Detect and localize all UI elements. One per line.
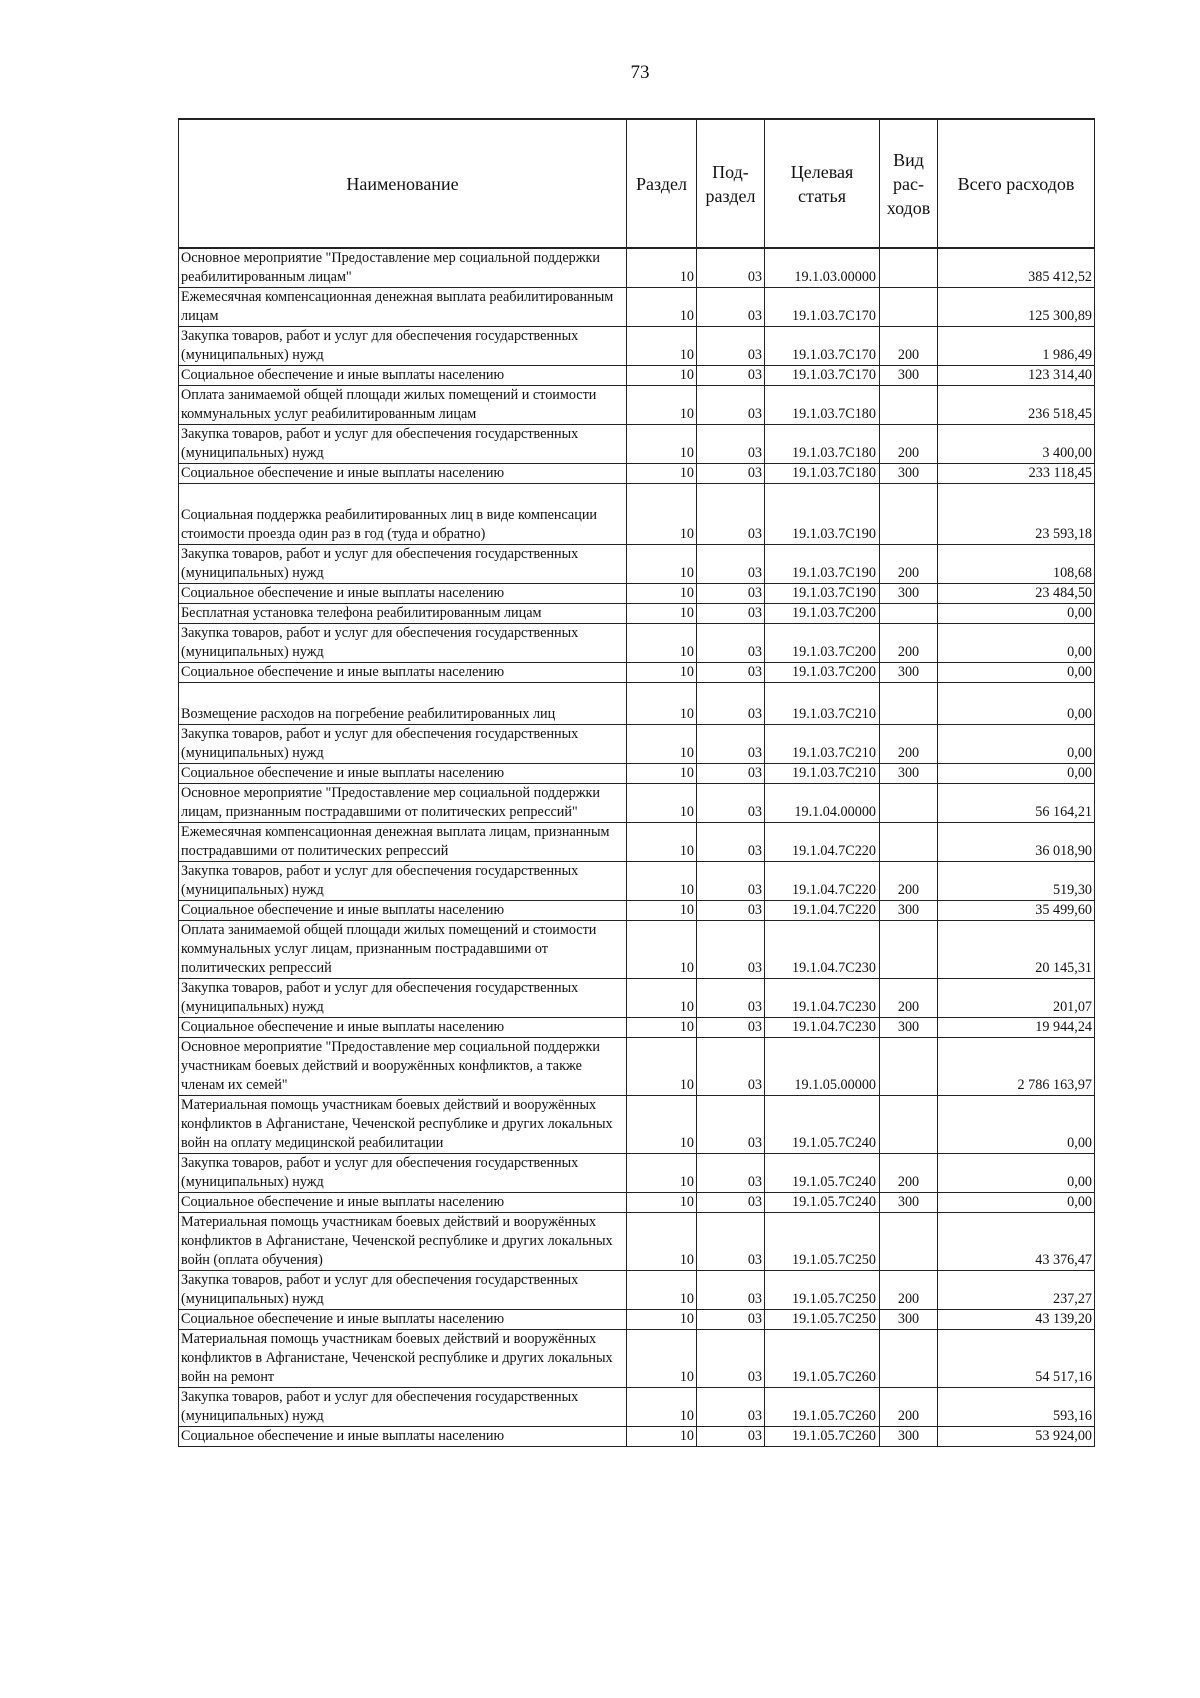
cell-kind bbox=[880, 683, 938, 725]
cell-target: 19.1.03.7С190 bbox=[765, 545, 880, 584]
cell-name: Основное мероприятие "Предоставление мер социальной поддержки участникам боевых действий и вооружённых конфликтов, а также членам их семей" bbox=[179, 1038, 627, 1096]
cell-target: 19.1.03.7С200 bbox=[765, 624, 880, 663]
cell-name: Материальная помощь участникам боевых действий и вооружённых конфликтов в Афганистане, Чеченской республике и других локальных войн на ремонт bbox=[179, 1330, 627, 1388]
table-row bbox=[179, 764, 1095, 784]
cell-subsection: 03 bbox=[697, 1038, 765, 1096]
cell-total: 593,16 bbox=[938, 1388, 1095, 1427]
cell-subsection: 03 bbox=[697, 288, 765, 327]
cell-subsection: 03 bbox=[697, 248, 765, 288]
budget-table bbox=[178, 118, 1095, 1447]
cell-section: 10 bbox=[627, 1018, 697, 1038]
table-row bbox=[179, 725, 1095, 764]
cell-name: Социальное обеспечение и иные выплаты населению bbox=[179, 663, 627, 683]
cell-section: 10 bbox=[627, 823, 697, 862]
cell-total: 0,00 bbox=[938, 683, 1095, 725]
cell-subsection: 03 bbox=[697, 901, 765, 921]
cell-subsection: 03 bbox=[697, 1427, 765, 1447]
cell-total: 108,68 bbox=[938, 545, 1095, 584]
table-row bbox=[179, 784, 1095, 823]
cell-section: 10 bbox=[627, 1427, 697, 1447]
cell-kind bbox=[880, 784, 938, 823]
cell-total: 43 139,20 bbox=[938, 1310, 1095, 1330]
cell-kind bbox=[880, 1213, 938, 1271]
cell-section: 10 bbox=[627, 1154, 697, 1193]
cell-kind: 200 bbox=[880, 979, 938, 1018]
cell-total: 54 517,16 bbox=[938, 1330, 1095, 1388]
cell-subsection: 03 bbox=[697, 545, 765, 584]
cell-total: 23 484,50 bbox=[938, 584, 1095, 604]
table-row bbox=[179, 921, 1095, 979]
cell-name: Социальное обеспечение и иные выплаты населению bbox=[179, 584, 627, 604]
cell-name: Материальная помощь участникам боевых действий и вооружённых конфликтов в Афганистане, Чеченской республике и других локальных войн (оплата обучения) bbox=[179, 1213, 627, 1271]
header-section: Раздел bbox=[627, 119, 697, 248]
cell-total: 19 944,24 bbox=[938, 1018, 1095, 1038]
cell-kind: 200 bbox=[880, 1271, 938, 1310]
table-row bbox=[179, 584, 1095, 604]
cell-total: 201,07 bbox=[938, 979, 1095, 1018]
cell-section: 10 bbox=[627, 1388, 697, 1427]
cell-total: 0,00 bbox=[938, 663, 1095, 683]
table-row bbox=[179, 288, 1095, 327]
page-number: 73 bbox=[630, 62, 650, 83]
cell-total: 125 300,89 bbox=[938, 288, 1095, 327]
table-row bbox=[179, 1427, 1095, 1447]
cell-subsection: 03 bbox=[697, 764, 765, 784]
cell-kind bbox=[880, 288, 938, 327]
cell-subsection: 03 bbox=[697, 464, 765, 484]
cell-target: 19.1.03.7С210 bbox=[765, 725, 880, 764]
cell-section: 10 bbox=[627, 979, 697, 1018]
table-row bbox=[179, 248, 1095, 288]
cell-kind: 300 bbox=[880, 1427, 938, 1447]
table-row bbox=[179, 1038, 1095, 1096]
cell-total: 0,00 bbox=[938, 624, 1095, 663]
cell-target: 19.1.04.7С230 bbox=[765, 1018, 880, 1038]
cell-target: 19.1.03.7С170 bbox=[765, 288, 880, 327]
cell-target: 19.1.03.7С200 bbox=[765, 604, 880, 624]
cell-name: Закупка товаров, работ и услуг для обеспечения государственных (муниципальных) нужд bbox=[179, 1154, 627, 1193]
cell-kind bbox=[880, 604, 938, 624]
cell-name: Социальное обеспечение и иные выплаты населению bbox=[179, 464, 627, 484]
table-row bbox=[179, 1388, 1095, 1427]
cell-target: 19.1.03.7С180 bbox=[765, 425, 880, 464]
cell-section: 10 bbox=[627, 725, 697, 764]
cell-total: 3 400,00 bbox=[938, 425, 1095, 464]
cell-kind: 300 bbox=[880, 901, 938, 921]
cell-kind: 200 bbox=[880, 545, 938, 584]
table-row bbox=[179, 464, 1095, 484]
table-row bbox=[179, 1193, 1095, 1213]
cell-section: 10 bbox=[627, 1330, 697, 1388]
cell-total: 123 314,40 bbox=[938, 366, 1095, 386]
cell-kind: 200 bbox=[880, 425, 938, 464]
cell-kind: 200 bbox=[880, 624, 938, 663]
cell-section: 10 bbox=[627, 1310, 697, 1330]
cell-kind bbox=[880, 1038, 938, 1096]
cell-subsection: 03 bbox=[697, 425, 765, 464]
header-kind: Вид рас- ходов bbox=[880, 119, 938, 248]
table-row bbox=[179, 663, 1095, 683]
table-row bbox=[179, 484, 1095, 545]
cell-total: 0,00 bbox=[938, 1154, 1095, 1193]
cell-section: 10 bbox=[627, 366, 697, 386]
cell-name: Возмещение расходов на погребение реабилитированных лиц bbox=[179, 683, 627, 725]
cell-target: 19.1.05.7С260 bbox=[765, 1388, 880, 1427]
cell-section: 10 bbox=[627, 584, 697, 604]
cell-target: 19.1.03.7С180 bbox=[765, 386, 880, 425]
cell-subsection: 03 bbox=[697, 979, 765, 1018]
cell-section: 10 bbox=[627, 604, 697, 624]
cell-target: 19.1.03.00000 bbox=[765, 248, 880, 288]
cell-target: 19.1.05.00000 bbox=[765, 1038, 880, 1096]
cell-target: 19.1.03.7С190 bbox=[765, 484, 880, 545]
cell-name: Социальное обеспечение и иные выплаты населению bbox=[179, 901, 627, 921]
cell-subsection: 03 bbox=[697, 1096, 765, 1154]
cell-section: 10 bbox=[627, 1038, 697, 1096]
cell-kind: 300 bbox=[880, 366, 938, 386]
cell-target: 19.1.05.7С240 bbox=[765, 1154, 880, 1193]
cell-kind: 200 bbox=[880, 862, 938, 901]
cell-target: 19.1.05.7С250 bbox=[765, 1271, 880, 1310]
cell-kind: 200 bbox=[880, 327, 938, 366]
cell-kind: 300 bbox=[880, 663, 938, 683]
cell-name: Закупка товаров, работ и услуг для обеспечения государственных (муниципальных) нужд bbox=[179, 545, 627, 584]
cell-subsection: 03 bbox=[697, 663, 765, 683]
cell-target: 19.1.05.7С250 bbox=[765, 1310, 880, 1330]
table-row bbox=[179, 862, 1095, 901]
cell-name: Основное мероприятие "Предоставление мер социальной поддержки лицам, признанным пострадавшими от политических репрессий" bbox=[179, 784, 627, 823]
cell-subsection: 03 bbox=[697, 604, 765, 624]
cell-section: 10 bbox=[627, 288, 697, 327]
cell-section: 10 bbox=[627, 248, 697, 288]
cell-kind bbox=[880, 823, 938, 862]
cell-name: Ежемесячная компенсационная денежная выплата лицам, признанным пострадавшими от политических репрессий bbox=[179, 823, 627, 862]
cell-name: Социальное обеспечение и иные выплаты населению bbox=[179, 1427, 627, 1447]
cell-target: 19.1.03.7С190 bbox=[765, 584, 880, 604]
cell-kind bbox=[880, 484, 938, 545]
cell-section: 10 bbox=[627, 1096, 697, 1154]
cell-section: 10 bbox=[627, 1271, 697, 1310]
cell-section: 10 bbox=[627, 327, 697, 366]
cell-target: 19.1.03.7С170 bbox=[765, 327, 880, 366]
cell-subsection: 03 bbox=[697, 1018, 765, 1038]
header-subsection: Под- раздел bbox=[697, 119, 765, 248]
table-row bbox=[179, 1096, 1095, 1154]
table-row bbox=[179, 823, 1095, 862]
cell-target: 19.1.04.00000 bbox=[765, 784, 880, 823]
cell-subsection: 03 bbox=[697, 784, 765, 823]
cell-subsection: 03 bbox=[697, 823, 765, 862]
cell-target: 19.1.03.7С170 bbox=[765, 366, 880, 386]
cell-subsection: 03 bbox=[697, 1388, 765, 1427]
header-target: Целевая статья bbox=[765, 119, 880, 248]
table-row bbox=[179, 979, 1095, 1018]
cell-subsection: 03 bbox=[697, 1193, 765, 1213]
table-row bbox=[179, 1310, 1095, 1330]
cell-target: 19.1.03.7С200 bbox=[765, 663, 880, 683]
cell-subsection: 03 bbox=[697, 862, 765, 901]
cell-name: Закупка товаров, работ и услуг для обеспечения государственных (муниципальных) нужд bbox=[179, 327, 627, 366]
cell-subsection: 03 bbox=[697, 624, 765, 663]
table-row bbox=[179, 327, 1095, 366]
cell-subsection: 03 bbox=[697, 921, 765, 979]
cell-name: Социальное обеспечение и иные выплаты населению bbox=[179, 1018, 627, 1038]
cell-name: Закупка товаров, работ и услуг для обеспечения государственных (муниципальных) нужд bbox=[179, 1388, 627, 1427]
cell-subsection: 03 bbox=[697, 1310, 765, 1330]
cell-section: 10 bbox=[627, 484, 697, 545]
cell-name: Закупка товаров, работ и услуг для обеспечения государственных (муниципальных) нужд bbox=[179, 725, 627, 764]
cell-name: Бесплатная установка телефона реабилитированным лицам bbox=[179, 604, 627, 624]
table-header bbox=[179, 119, 1095, 248]
cell-section: 10 bbox=[627, 862, 697, 901]
cell-total: 2 786 163,97 bbox=[938, 1038, 1095, 1096]
table-row bbox=[179, 1018, 1095, 1038]
table-row bbox=[179, 1213, 1095, 1271]
cell-name: Закупка товаров, работ и услуг для обеспечения государственных (муниципальных) нужд bbox=[179, 979, 627, 1018]
cell-name: Закупка товаров, работ и услуг для обеспечения государственных (муниципальных) нужд bbox=[179, 624, 627, 663]
cell-subsection: 03 bbox=[697, 366, 765, 386]
cell-target: 19.1.05.7С260 bbox=[765, 1427, 880, 1447]
cell-name: Социальная поддержка реабилитированных лиц в виде компенсации стоимости проезда один раз в год (туда и обратно) bbox=[179, 484, 627, 545]
cell-kind: 200 bbox=[880, 725, 938, 764]
cell-total: 385 412,52 bbox=[938, 248, 1095, 288]
cell-section: 10 bbox=[627, 425, 697, 464]
cell-name: Основное мероприятие "Предоставление мер социальной поддержки реабилитированным лицам" bbox=[179, 248, 627, 288]
cell-kind bbox=[880, 386, 938, 425]
table-row bbox=[179, 386, 1095, 425]
table-row bbox=[179, 1154, 1095, 1193]
cell-subsection: 03 bbox=[697, 1213, 765, 1271]
cell-subsection: 03 bbox=[697, 1154, 765, 1193]
cell-kind: 200 bbox=[880, 1388, 938, 1427]
cell-section: 10 bbox=[627, 386, 697, 425]
cell-total: 236 518,45 bbox=[938, 386, 1095, 425]
cell-name: Материальная помощь участникам боевых действий и вооружённых конфликтов в Афганистане, Чеченской республике и других локальных войн на оплату медицинской реабилитации bbox=[179, 1096, 627, 1154]
table-row bbox=[179, 1330, 1095, 1388]
cell-total: 237,27 bbox=[938, 1271, 1095, 1310]
cell-name: Закупка товаров, работ и услуг для обеспечения государственных (муниципальных) нужд bbox=[179, 1271, 627, 1310]
cell-total: 53 924,00 bbox=[938, 1427, 1095, 1447]
cell-section: 10 bbox=[627, 901, 697, 921]
cell-kind: 300 bbox=[880, 584, 938, 604]
cell-section: 10 bbox=[627, 663, 697, 683]
cell-kind: 300 bbox=[880, 1310, 938, 1330]
table-row bbox=[179, 545, 1095, 584]
cell-total: 43 376,47 bbox=[938, 1213, 1095, 1271]
cell-section: 10 bbox=[627, 683, 697, 725]
cell-subsection: 03 bbox=[697, 1330, 765, 1388]
cell-total: 23 593,18 bbox=[938, 484, 1095, 545]
cell-total: 0,00 bbox=[938, 725, 1095, 764]
cell-section: 10 bbox=[627, 784, 697, 823]
cell-target: 19.1.05.7С240 bbox=[765, 1096, 880, 1154]
cell-name: Закупка товаров, работ и услуг для обеспечения государственных (муниципальных) нужд bbox=[179, 862, 627, 901]
cell-target: 19.1.04.7С230 bbox=[765, 921, 880, 979]
cell-subsection: 03 bbox=[697, 386, 765, 425]
cell-target: 19.1.04.7С220 bbox=[765, 823, 880, 862]
cell-kind bbox=[880, 248, 938, 288]
table-row bbox=[179, 425, 1095, 464]
cell-section: 10 bbox=[627, 764, 697, 784]
cell-section: 10 bbox=[627, 921, 697, 979]
cell-name: Оплата занимаемой общей площади жилых помещений и стоимости коммунальных услуг реабилитированным лицам bbox=[179, 386, 627, 425]
cell-kind bbox=[880, 1330, 938, 1388]
cell-target: 19.1.05.7С260 bbox=[765, 1330, 880, 1388]
cell-total: 233 118,45 bbox=[938, 464, 1095, 484]
cell-total: 56 164,21 bbox=[938, 784, 1095, 823]
cell-total: 0,00 bbox=[938, 1096, 1095, 1154]
cell-kind: 300 bbox=[880, 1018, 938, 1038]
table-row bbox=[179, 683, 1095, 725]
table-row bbox=[179, 624, 1095, 663]
cell-subsection: 03 bbox=[697, 1271, 765, 1310]
cell-total: 519,30 bbox=[938, 862, 1095, 901]
cell-section: 10 bbox=[627, 464, 697, 484]
cell-section: 10 bbox=[627, 1193, 697, 1213]
cell-target: 19.1.05.7С250 bbox=[765, 1213, 880, 1271]
cell-target: 19.1.04.7С220 bbox=[765, 862, 880, 901]
cell-kind bbox=[880, 1096, 938, 1154]
cell-kind: 200 bbox=[880, 1154, 938, 1193]
cell-kind: 300 bbox=[880, 764, 938, 784]
cell-name: Социальное обеспечение и иные выплаты населению bbox=[179, 366, 627, 386]
cell-name: Закупка товаров, работ и услуг для обеспечения государственных (муниципальных) нужд bbox=[179, 425, 627, 464]
cell-total: 1 986,49 bbox=[938, 327, 1095, 366]
table-row bbox=[179, 604, 1095, 624]
cell-subsection: 03 bbox=[697, 484, 765, 545]
cell-total: 0,00 bbox=[938, 1193, 1095, 1213]
cell-target: 19.1.04.7С220 bbox=[765, 901, 880, 921]
cell-total: 0,00 bbox=[938, 764, 1095, 784]
cell-section: 10 bbox=[627, 545, 697, 584]
cell-name: Социальное обеспечение и иные выплаты населению bbox=[179, 1310, 627, 1330]
cell-section: 10 bbox=[627, 624, 697, 663]
cell-name: Социальное обеспечение и иные выплаты населению bbox=[179, 764, 627, 784]
header-total: Всего расходов bbox=[938, 119, 1095, 248]
cell-subsection: 03 bbox=[697, 584, 765, 604]
cell-total: 35 499,60 bbox=[938, 901, 1095, 921]
cell-target: 19.1.04.7С230 bbox=[765, 979, 880, 1018]
cell-target: 19.1.05.7С240 bbox=[765, 1193, 880, 1213]
cell-kind: 300 bbox=[880, 464, 938, 484]
cell-target: 19.1.03.7С210 bbox=[765, 764, 880, 784]
cell-name: Социальное обеспечение и иные выплаты населению bbox=[179, 1193, 627, 1213]
cell-target: 19.1.03.7С210 bbox=[765, 683, 880, 725]
table-body bbox=[179, 248, 1095, 1447]
header-name: Наименование bbox=[179, 119, 627, 248]
cell-name: Оплата занимаемой общей площади жилых помещений и стоимости коммунальных услуг лицам, признанным пострадавшими от политических репрессий bbox=[179, 921, 627, 979]
table-row bbox=[179, 901, 1095, 921]
cell-total: 0,00 bbox=[938, 604, 1095, 624]
cell-subsection: 03 bbox=[697, 683, 765, 725]
cell-kind: 300 bbox=[880, 1193, 938, 1213]
cell-target: 19.1.03.7С180 bbox=[765, 464, 880, 484]
cell-name: Ежемесячная компенсационная денежная выплата реабилитированным лицам bbox=[179, 288, 627, 327]
cell-subsection: 03 bbox=[697, 327, 765, 366]
table-row bbox=[179, 1271, 1095, 1310]
cell-section: 10 bbox=[627, 1213, 697, 1271]
cell-kind bbox=[880, 921, 938, 979]
table-row bbox=[179, 366, 1095, 386]
cell-subsection: 03 bbox=[697, 725, 765, 764]
cell-total: 20 145,31 bbox=[938, 921, 1095, 979]
cell-total: 36 018,90 bbox=[938, 823, 1095, 862]
